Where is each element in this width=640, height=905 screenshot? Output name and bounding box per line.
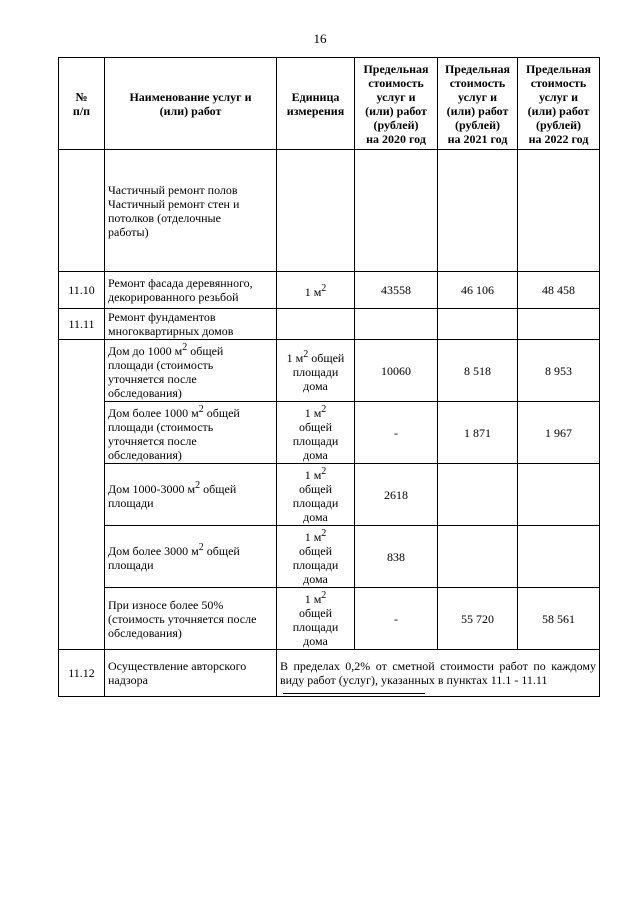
- header-unit: Единица измерения: [277, 58, 355, 150]
- price-2022: 48 458: [518, 272, 600, 309]
- price-2021: [438, 150, 518, 272]
- header-service-name: Наименование услуг и (или) работ: [105, 58, 277, 150]
- row-number: [59, 150, 105, 272]
- service-name: Ремонт фундаментов многоквартирных домов: [105, 309, 277, 340]
- price-2022: 58 561: [518, 588, 600, 650]
- unit-cell: 1 $м^2$ общей площади дома: [277, 588, 355, 650]
- table-row: [59, 464, 600, 526]
- price-2021: 55 720: [438, 588, 518, 650]
- price-2020: [355, 309, 438, 340]
- unit-cell: 1 $м^2$ общей площади дома: [277, 464, 355, 526]
- price-2022: 8 953: [518, 340, 600, 402]
- price-2022: 1 967: [518, 402, 600, 464]
- price-2022: [518, 150, 600, 272]
- price-table: [58, 57, 600, 697]
- unit-cell: [277, 150, 355, 272]
- service-name: Дом до 1000 $м^2$ общей площади (стоимость уточняется после обследования): [105, 340, 277, 402]
- header-price-2022: Предельная стоимость услуг и (или) работ (рублей) на 2022 год: [518, 58, 600, 150]
- unit-cell: 1 $м^2$ общей площади дома: [277, 526, 355, 588]
- price-2022: [518, 526, 600, 588]
- price-2020: -: [355, 588, 438, 650]
- service-name: Ремонт фасада деревянного, декорированного резьбой: [105, 272, 277, 309]
- price-2020: 43558: [355, 272, 438, 309]
- price-2020: [355, 150, 438, 272]
- price-2022: [518, 464, 600, 526]
- table-row: [59, 650, 600, 697]
- price-2021: [438, 309, 518, 340]
- service-name: Дом 1000-3000 $м^2$ общей площади: [105, 464, 277, 526]
- price-2020: 2618: [355, 464, 438, 526]
- price-2021: 46 106: [438, 272, 518, 309]
- price-2020: 10060: [355, 340, 438, 402]
- price-2021: [438, 526, 518, 588]
- header-price-2021: Предельная стоимость услуг и (или) работ (рублей) на 2021 год: [438, 58, 518, 150]
- price-2020: 838: [355, 526, 438, 588]
- unit-cell: 1 $м^2$: [277, 272, 355, 309]
- price-2021: 1 871: [438, 402, 518, 464]
- unit-cell: 1 $м^2$ общей площади дома: [277, 340, 355, 402]
- table-header-row: [59, 58, 600, 150]
- row-number: [59, 340, 105, 650]
- table-row: [59, 272, 600, 309]
- table-row: [59, 150, 600, 272]
- price-2022: [518, 309, 600, 340]
- table-row: [59, 402, 600, 464]
- page-number: 16: [313, 31, 327, 46]
- unit-cell: [277, 309, 355, 340]
- service-name: Осуществление авторского надзора: [105, 650, 277, 697]
- table-row: [59, 526, 600, 588]
- price-2021: [438, 464, 518, 526]
- footnote-divider: [283, 693, 425, 694]
- table-row: [59, 309, 600, 340]
- service-name: Дом более 1000 $м^2$ общей площади (стоимость уточняется после обследования): [105, 402, 277, 464]
- price-2021: 8 518: [438, 340, 518, 402]
- row-number: 11.10: [59, 272, 105, 309]
- table-row: [59, 588, 600, 650]
- header-price-2020: Предельная стоимость услуг и (или) работ (рублей) на 2020 год: [355, 58, 438, 150]
- row-number: 11.11: [59, 309, 105, 340]
- table-row: [59, 340, 600, 402]
- header-number: № п/п: [59, 58, 105, 150]
- price-note: В пределах 0,2% от сметной стоимости работ по каждому виду работ (услуг), указанных в пунктах 11.1 - 11.11: [277, 650, 600, 697]
- service-name: Дом более 3000 $м^2$ общей площади: [105, 526, 277, 588]
- price-2020: -: [355, 402, 438, 464]
- unit-cell: 1 $м^2$ общей площади дома: [277, 402, 355, 464]
- service-name: При износе более 50% (стоимость уточняется после обследования): [105, 588, 277, 650]
- service-name: Частичный ремонт полов Частичный ремонт стен и потолков (отделочные работы): [105, 150, 277, 272]
- row-number: 11.12: [59, 650, 105, 697]
